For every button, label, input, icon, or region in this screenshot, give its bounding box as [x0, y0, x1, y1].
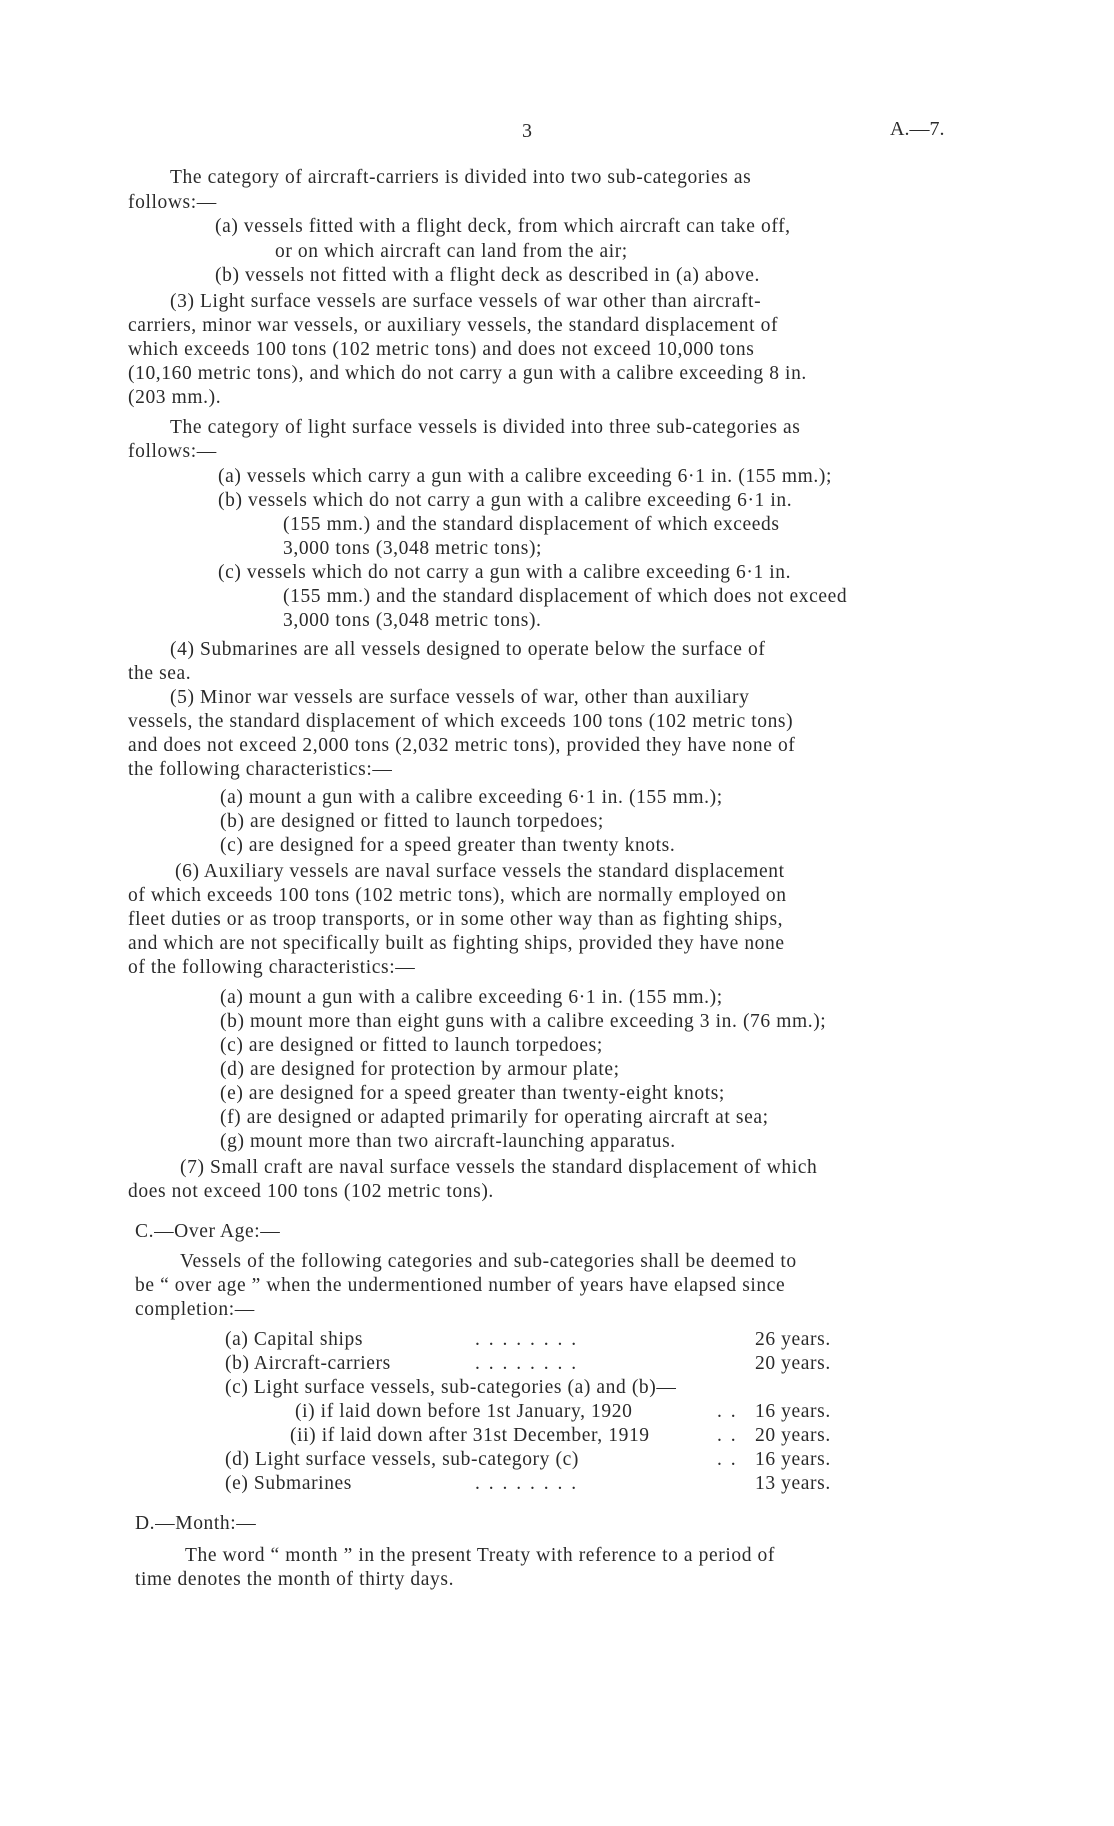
document-reference: A.—7. — [890, 118, 945, 140]
table-row — [225, 1328, 895, 1352]
list-item-continuation: 3,000 tons (3,048 metric tons); — [283, 538, 543, 559]
table-row — [225, 1448, 895, 1472]
list-item: (a) vessels which carry a gun with a calibre exceeding 6·1 in. (155 mm.); — [218, 466, 832, 487]
leader-dots: . . . . . . . . — [475, 1473, 579, 1494]
paragraph-submarines: (4) Submarines are all vessels designed to operate below the surface of — [170, 639, 766, 660]
row-years: 26 years. — [755, 1329, 831, 1350]
text-line: of the following characteristics:— — [128, 957, 416, 978]
text-line: the sea. — [128, 663, 192, 684]
text-line: vessels, the standard displacement of which exceeds 100 tons (102 metric tons) — [128, 711, 794, 732]
row-label: (d) Light surface vessels, sub-category (c) — [225, 1449, 579, 1470]
row-label: (i) if laid down before 1st January, 1920 — [295, 1401, 633, 1422]
text-line: Vessels of the following categories and sub-categories shall be deemed to — [180, 1251, 797, 1272]
text-line: does not exceed 100 tons (102 metric tons). — [128, 1181, 494, 1202]
text-line: completion:— — [135, 1299, 255, 1320]
text-line: which exceeds 100 tons (102 metric tons) and does not exceed 10,000 tons — [128, 339, 755, 360]
text-line: The category of light surface vessels is divided into three sub-categories as — [170, 417, 801, 438]
list-item: (b) are designed or fitted to launch torpedoes; — [220, 811, 604, 832]
table-row — [290, 1424, 895, 1448]
list-item: (c) are designed or fitted to launch torpedoes; — [220, 1035, 603, 1056]
row-label: (e) Submarines — [225, 1473, 352, 1494]
text-line: follows:— — [128, 192, 217, 213]
text-line: follows:— — [128, 441, 217, 462]
list-item: (c) vessels which do not carry a gun with a calibre exceeding 6·1 in. — [218, 562, 792, 583]
table-row — [295, 1400, 895, 1424]
list-item: (b) mount more than eight guns with a calibre exceeding 3 in. (76 mm.); — [220, 1011, 827, 1032]
leader-dots: . . . . . . . . — [475, 1329, 579, 1350]
paragraph-minor-war-vessels: (5) Minor war vessels are surface vessels of war, other than auxiliary — [170, 687, 750, 708]
list-item: (c) are designed for a speed greater than twenty knots. — [220, 835, 676, 856]
list-item-continuation: or on which aircraft can land from the air; — [275, 241, 628, 262]
section-heading-month: D.—Month:— — [135, 1513, 257, 1534]
text-line: be “ over age ” when the undermentioned number of years have elapsed since — [135, 1275, 786, 1296]
row-years: 13 years. — [755, 1473, 831, 1494]
list-item-continuation: (155 mm.) and the standard displacement of which exceeds — [283, 514, 780, 535]
table-row — [225, 1472, 895, 1496]
text-line: The category of aircraft-carriers is divided into two sub-categories as — [170, 167, 752, 188]
row-years: 20 years. — [755, 1425, 831, 1446]
table-row — [225, 1352, 895, 1376]
row-label: (c) Light surface vessels, sub-categories (a) and (b)— — [225, 1377, 677, 1398]
row-years: 16 years. — [755, 1401, 831, 1422]
paragraph-light-surface-vessels: (3) Light surface vessels are surface vessels of war other than aircraft- — [170, 291, 762, 312]
text-line: The word “ month ” in the present Treaty with reference to a period of — [185, 1545, 775, 1566]
leader-dots: . . . . . . . . — [475, 1353, 579, 1374]
list-item: (a) vessels fitted with a flight deck, from which aircraft can take off, — [215, 216, 791, 237]
page-number: 3 — [522, 120, 532, 142]
list-item: (b) vessels not fitted with a flight deck as described in (a) above. — [215, 265, 760, 286]
text-line: (10,160 metric tons), and which do not carry a gun with a calibre exceeding 8 in. — [128, 363, 807, 384]
text-line: of which exceeds 100 tons (102 metric tons), which are normally employed on — [128, 885, 787, 906]
text-line: and which are not specifically built as fighting ships, provided they have none — [128, 933, 785, 954]
text-line: fleet duties or as troop transports, or in some other way than as fighting ships, — [128, 909, 784, 930]
list-item-continuation: 3,000 tons (3,048 metric tons). — [283, 610, 542, 631]
row-label: (ii) if laid down after 31st December, 1919 — [290, 1425, 650, 1446]
text-line: (203 mm.). — [128, 387, 222, 408]
text-line: and does not exceed 2,000 tons (2,032 metric tons), provided they have none of — [128, 735, 796, 756]
list-item: (g) mount more than two aircraft-launching apparatus. — [220, 1131, 676, 1152]
text-line: time denotes the month of thirty days. — [135, 1569, 455, 1590]
section-heading-over-age: C.—Over Age:— — [135, 1221, 281, 1242]
table-row — [225, 1376, 895, 1400]
leader-dots: . . — [717, 1425, 738, 1446]
list-item: (e) are designed for a speed greater than twenty-eight knots; — [220, 1083, 725, 1104]
row-years: 20 years. — [755, 1353, 831, 1374]
row-years: 16 years. — [755, 1449, 831, 1470]
list-item: (a) mount a gun with a calibre exceeding 6·1 in. (155 mm.); — [220, 787, 723, 808]
list-item: (f) are designed or adapted primarily for operating aircraft at sea; — [220, 1107, 769, 1128]
row-label: (a) Capital ships — [225, 1329, 364, 1350]
text-line: carriers, minor war vessels, or auxiliary vessels, the standard displacement of — [128, 315, 779, 336]
text-line: the following characteristics:— — [128, 759, 393, 780]
list-item: (a) mount a gun with a calibre exceeding 6·1 in. (155 mm.); — [220, 987, 723, 1008]
paragraph-small-craft: (7) Small craft are naval surface vessels the standard displacement of which — [180, 1157, 818, 1178]
list-item-continuation: (155 mm.) and the standard displacement of which does not exceed — [283, 586, 848, 607]
row-label: (b) Aircraft-carriers — [225, 1353, 391, 1374]
leader-dots: . . — [717, 1449, 738, 1470]
leader-dots: . . — [717, 1401, 738, 1422]
list-item: (d) are designed for protection by armour plate; — [220, 1059, 620, 1080]
list-item: (b) vessels which do not carry a gun with a calibre exceeding 6·1 in. — [218, 490, 793, 511]
paragraph-auxiliary-vessels: (6) Auxiliary vessels are naval surface vessels the standard displacement — [175, 861, 785, 882]
